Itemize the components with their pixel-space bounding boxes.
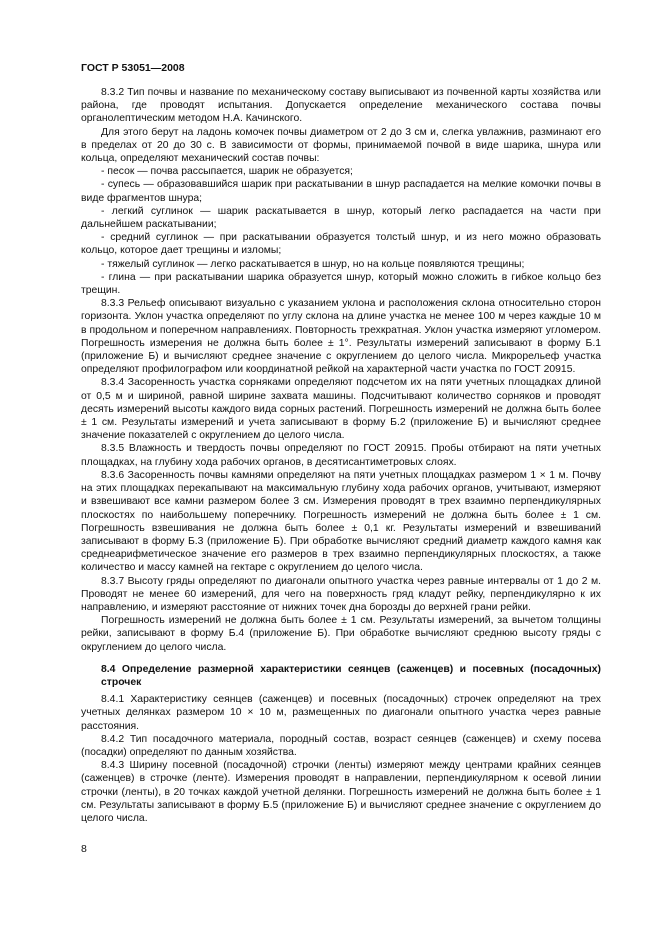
standard-header: ГОСТ Р 53051—2008 (81, 62, 185, 74)
paragraph-8-3-5: 8.3.5 Влажность и твердость почвы определяют по ГОСТ 20915. Пробы отбирают на пяти учетных площадках, на глубину хода рабочих органов, в десятисантиметровых слоях. (81, 443, 601, 468)
paragraph-8-4-3: 8.4.3 Ширину посевной (посадочной) строчки (ленты) измеряют между центрами крайних сеянцев (саженцев) в строчке (ленте). Измерения проводят в направлении, перпендикулярном к осевой линии строчки (ленты), в 20 точках каждой учетной делянки. Погрешность измерений не должна быть более ± 1 см. Результаты записывают в форму Б.5 (приложение Б) и вычисляют среднее значение с округлением до целого числа. (81, 760, 601, 824)
paragraph-8-4-1: 8.4.1 Характеристику сеянцев (саженцев) и посевных (посадочных) строчек определяют на трех учетных делянках размером 10 × 10 м, размещенных по диагонали опытного участка через равные расстояния. (81, 694, 601, 732)
paragraph-method: Для этого берут на ладонь комочек почвы диаметром от 2 до 3 см и, слегка увлажнив, разминают его в пределах от 20 до 30 с. В зависимости от формы, принимаемой почвой в виде шарика, шнура или кольца, определяют механический состав почвы: (81, 126, 601, 165)
list-item-clay: - глина — при раскатывании шарика образуется шнур, который можно сложить в гибкое кольцо без трещин. (81, 271, 601, 297)
list-item-light-loam: - легкий суглинок — шарик раскатывается в шнур, который легко распадается на части при дальнейшем раскатывании; (81, 205, 601, 231)
paragraph-8-3-3: 8.3.3 Рельеф описывают визуально с указанием уклона и расположения склона относительно сторон горизонта. Уклон участка определяют по углу склона на длине участка не менее 100 м через каждые 10 м в продольном и поперечном направлениях. Повторность трехкратная. Уклон участка измеряют угломером. Погрешность измерения не должна быть более ± 1°. Результаты измерений записывают в форму Б.1 (приложение Б) и вычисляют среднее значение с округлением до целого числа. Микрорельеф участка определяют профилографом или координатной рейкой на характерной части участка по ГОСТ 20915. (81, 298, 601, 376)
paragraph-accuracy: Погрешность измерений не должна быть более ± 1 см. Результаты измерений, за вычетом толщины рейки, записывают в форму Б.4 (приложение Б). При обработке вычисляют среднюю высоту гряды с округлением до целого числа. (81, 615, 601, 653)
list-item-medium-loam: - средний суглинок — при раскатывании образуется толстый шнур, и из него можно образовать кольцо, которое дает трещины и изломы; (81, 232, 601, 257)
paragraph-8-4-2: 8.4.2 Тип посадочного материала, породный состав, возраст сеянцев (саженцев) и схему посева (посадки) определяют по данным хозяйства. (81, 733, 601, 758)
section-heading-8-4: 8.4 Определение размерной характеристики сеянцев (саженцев) и посевных (посадочных) строчек (101, 663, 601, 688)
list-item-sand: - песок — почва рассыпается, шарик не образуется; (101, 166, 353, 178)
paragraph-8-3-6: 8.3.6 Засоренность почвы камнями определяют на пяти учетных площадках размером 1 × 1 м. Почву на этих площадках перекапывают на максимальную глубину хода рабочих органов, учитывают, измеряют и взвешивают все камни размером более 3 см. Измерения проводят в трех взаимно перпендикулярных плоскостях по наибольшему поперечнику. Погрешность измерений не должна быть более ± 1 см. Погрешность взвешивания не должна быть более ± 0,1 кг. Результаты измерений и взвешиваний записывают в форму Б.3 (приложение Б). При обработке вычисляют средний диаметр каждого камня как среднеарифметическое значение его размеров в трех взаимно перпендикулярных плоскостях, а также количество и массу камней на гектаре с округлением до целого числа. (81, 469, 601, 574)
page-number: 8 (81, 843, 87, 855)
list-item-sandy-loam: - супесь — образовавшийся шарик при раскатывании в шнур распадается на мелкие комочки почвы в виде фрагментов шнура; (81, 179, 601, 204)
paragraph-8-3-2: 8.3.2 Тип почвы и название по механическому составу выписывают из почвенной карты хозяйства или района, где проводят испытания. Допускается определение механического состава почвы органолептическим методом Н.А. Качинского. (81, 87, 601, 125)
paragraph-8-3-7: 8.3.7 Высоту гряды определяют по диагонали опытного участка через равные интервалы от 1 до 2 м. Проводят не менее 60 измерений, для чего на поверхность гряд кладут рейку, перпендикулярно к их направлению, и измеряют расстояние от нижних точек дна борозды до верхней грани рейки. (81, 575, 601, 613)
paragraph-8-3-4: 8.3.4 Засоренность участка сорняками определяют подсчетом их на пяти учетных площадках длиной от 0,5 м и шириной, равной ширине захвата машины. Подсчитывают количество сорняков и проводят десять измерений высоты каждого вида сорных растений. Погрешность измерений не должна быть более ± 1 см. Результаты измерений и учета записывают в форму Б.2 (приложение Б) и вычисляют среднее значение показателей с округлением до целого числа. (81, 377, 601, 442)
list-item-heavy-loam: - тяжелый суглинок — легко раскатывается в шнур, но на кольце появляются трещины; (101, 258, 525, 270)
document-body (81, 86, 601, 825)
